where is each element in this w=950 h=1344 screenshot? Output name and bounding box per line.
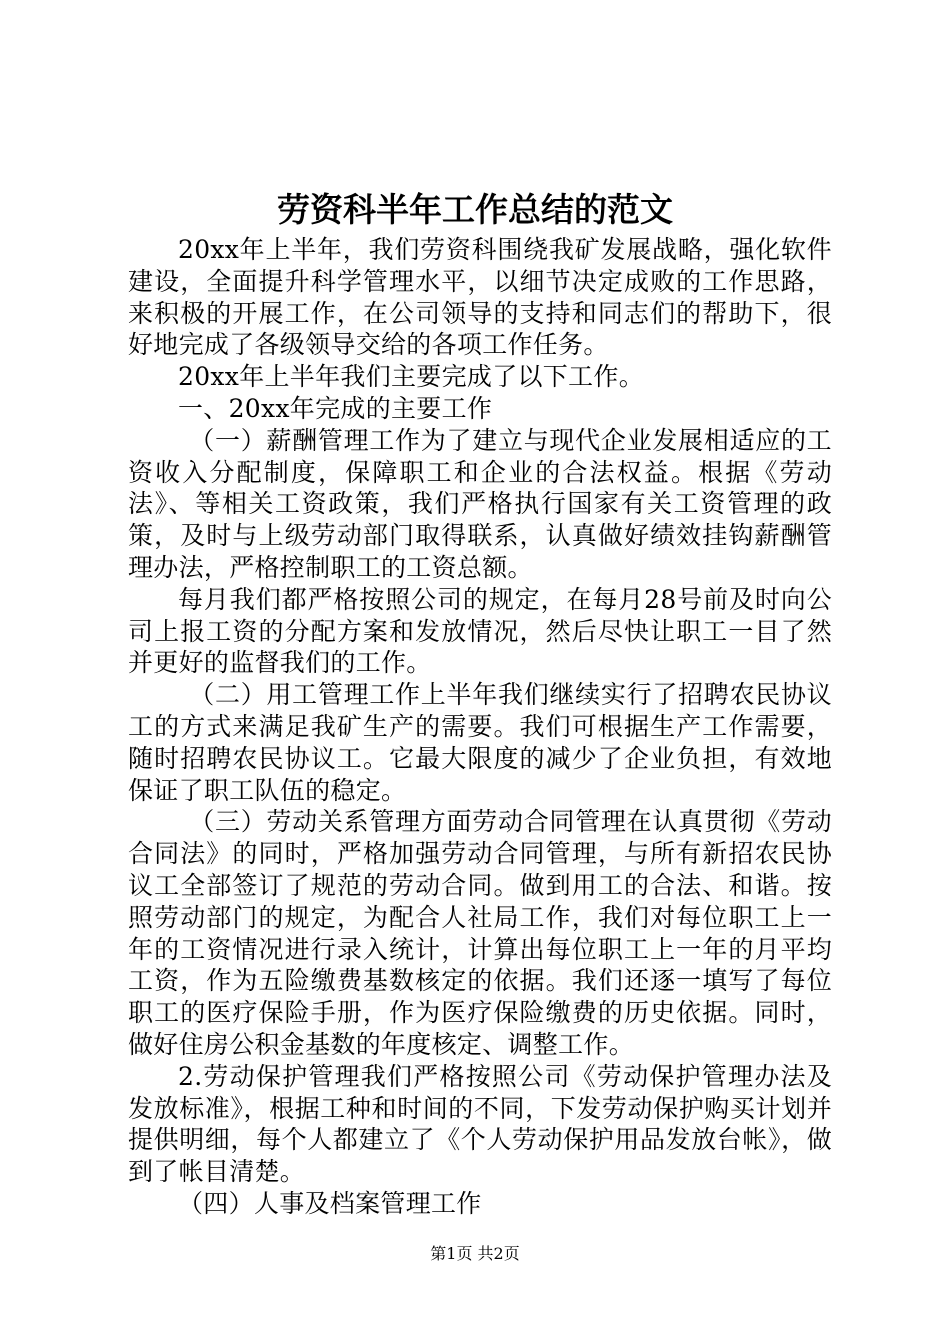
paragraph-labor-relations: （三）劳动关系管理方面劳动合同管理在认真贯彻《劳动合同法》的同时，严格加强劳动合同管理，与所有新招农民协议工全部签订了规范的劳动合同。做到用工的合法、和谐。按照劳动部门的规定，为配合人社局工作，我们对每位职工上一年的工资情况进行录入统计，计算出每位职工上一年的月平均工资，作为五险缴费基数核定的依据。我们还逐一填写了每位职工的医疗保险手册，作为医疗保险缴费的历史依据。同时，做好住房公积金基数的年度核定、调整工作。 [128, 807, 832, 1059]
paragraph-monthly-report: 每月我们都严格按照公司的规定，在每月28号前及时向公司上报工资的分配方案和发放情况，然后尽快让职工一目了然并更好的监督我们的工作。 [128, 584, 832, 678]
section-heading-main-work: 一、20xx年完成的主要工作 [178, 393, 493, 423]
section-heading-personnel-archives: （四）人事及档案管理工作 [178, 1188, 482, 1218]
paragraph-salary-management: （一）薪酬管理工作为了建立与现代企业发展相适应的工资收入分配制度，保障职工和企业的合法权益。根据《劳动法》、等相关工资政策，我们严格执行国家有关工资管理的政策，及时与上级劳动部门取得联系，认真做好绩效挂钩薪酬管理办法，严格控制职工的工资总额。 [128, 425, 832, 582]
page-footer: 第1页 共2页 [430, 1244, 520, 1263]
document-title: 劳资科半年工作总结的范文 [277, 190, 673, 229]
paragraph-labor-protection: 2.劳动保护管理我们严格按照公司《劳动保护管理办法及发放标准》，根据工种和时间的不同，下发劳动保护购买计划并提供明细，每个人都建立了《个人劳动保护用品发放台帐》，做到了帐目清楚。 [128, 1061, 832, 1187]
document-body [128, 234, 832, 1220]
paragraph-intro: 20xx年上半年，我们劳资科围绕我矿发展战略，强化软件建设，全面提升科学管理水平，以细节决定成败的工作思路，来积极的开展工作，在公司领导的支持和同志们的帮助下，很好地完成了各级领导交给的各项工作任务。 [128, 235, 832, 360]
paragraph-employment-management: （二）用工管理工作上半年我们继续实行了招聘农民协议工的方式来满足我矿生产的需要。我们可根据生产工作需要，随时招聘农民协议工。它最大限度的减少了企业负担，有效地保证了职工队伍的稳定。 [128, 680, 832, 805]
paragraph-summary-lead: 20xx年上半年我们主要完成了以下工作。 [178, 362, 645, 392]
